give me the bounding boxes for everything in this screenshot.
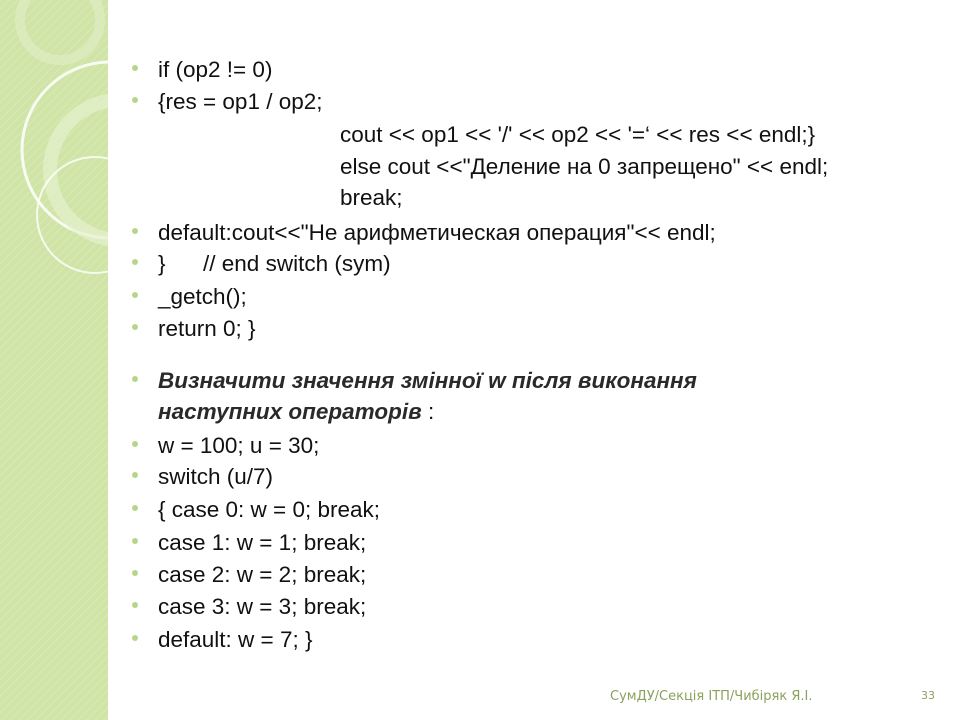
line-text: Визначити значення змінної w після виконання (158, 368, 697, 393)
line-text: _getch(); (158, 284, 247, 309)
bullet-marker (132, 570, 138, 576)
bullet-marker (132, 324, 138, 330)
code-line (340, 121, 815, 149)
code-line (158, 88, 323, 116)
code-line (158, 561, 366, 589)
bullet-marker (132, 635, 138, 641)
code-line (340, 184, 403, 212)
code-line (158, 398, 434, 426)
line-text: w = 100; u = 30; (158, 433, 320, 458)
code-line (158, 496, 380, 524)
code-line (158, 593, 366, 621)
line-text: } // end switch (sym) (158, 251, 391, 276)
line-text: cout << op1 << '/' << op2 << '=‘ << res << endl;} (340, 122, 816, 147)
line-text: case 3: w = 3; break; (158, 594, 367, 619)
code-line (158, 315, 256, 343)
code-line (158, 219, 716, 247)
code-line (158, 529, 366, 557)
line-text: else cout <<"Деление на 0 запрещено" << endl; (340, 154, 829, 179)
line-text: break; (340, 185, 403, 210)
bullet-marker (132, 292, 138, 298)
code-line (158, 432, 319, 460)
line-text: case 2: w = 2; break; (158, 562, 367, 587)
line-text: {res = op1 / op2; (158, 89, 323, 114)
page-number: 33 (921, 689, 935, 702)
line-text: case 1: w = 1; break; (158, 530, 367, 555)
line-text: наступних операторів (158, 399, 422, 424)
bullet-marker (132, 65, 138, 71)
bullet-marker (132, 602, 138, 608)
code-line (158, 250, 391, 278)
line-text: default:cout<<"Не арифметическая операция"<< endl; (158, 220, 716, 245)
line-text: if (op2 != 0) (158, 57, 273, 82)
bullet-marker (132, 505, 138, 511)
bullet-marker (132, 259, 138, 265)
bullet-marker (132, 441, 138, 447)
line-text: return 0; } (158, 316, 256, 341)
line-text: { case 0: w = 0; break; (158, 497, 381, 522)
slide-footer: СумДУ/Секція ІТП/Чибіряк Я.І. (610, 689, 813, 704)
bullet-marker (132, 228, 138, 234)
bullet-marker (132, 376, 138, 382)
code-line (158, 367, 697, 395)
bullet-marker (132, 538, 138, 544)
code-line (158, 283, 247, 311)
code-line (158, 463, 273, 491)
bullet-marker (132, 97, 138, 103)
bullet-marker (132, 472, 138, 478)
line-text: switch (u/7) (158, 464, 274, 489)
code-line (158, 56, 272, 84)
line-suffix: : (421, 399, 435, 424)
line-text: default: w = 7; } (158, 627, 313, 652)
code-line (340, 153, 828, 181)
code-line (158, 626, 312, 654)
